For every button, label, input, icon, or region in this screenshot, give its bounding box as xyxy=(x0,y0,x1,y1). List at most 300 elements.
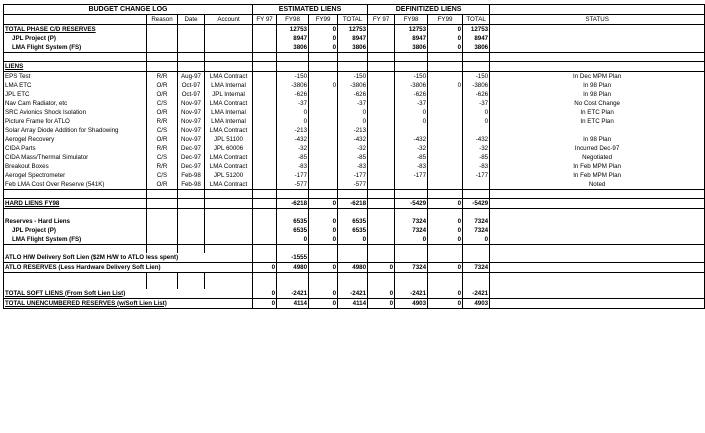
empty-cell xyxy=(205,209,253,218)
def-fy99-cell: 0 xyxy=(428,226,463,235)
col-header-def-fy98: FY98 xyxy=(395,15,428,25)
empty-cell xyxy=(395,190,428,199)
def-fy99-cell xyxy=(428,153,463,162)
reason-cell: C/S xyxy=(147,171,178,180)
def-total-cell: -85 xyxy=(463,153,490,162)
reason-cell: O/R xyxy=(147,108,178,117)
empty-cell xyxy=(463,190,490,199)
empty-cell xyxy=(178,273,205,282)
empty-cell xyxy=(338,190,368,199)
empty-cell xyxy=(4,245,147,254)
definitized-liens-header: DEFINITIZED LIENS xyxy=(368,5,490,15)
empty-cell xyxy=(147,273,178,282)
est-fy97-cell xyxy=(253,72,277,82)
status-cell: No Cost Change xyxy=(490,99,705,108)
empty-cell xyxy=(428,245,463,254)
account-cell xyxy=(205,226,253,235)
est-fy99-cell: 0 xyxy=(309,299,338,309)
row-label: CIDA Mass/Thermal Simulator xyxy=(4,153,147,162)
def-fy97-cell xyxy=(368,108,395,117)
def-fy98-cell: -32 xyxy=(395,144,428,153)
est-total-cell: -37 xyxy=(338,99,368,108)
reason-cell xyxy=(147,235,178,245)
empty-cell xyxy=(4,209,147,218)
lien-row xyxy=(4,117,705,126)
est-fy98-cell: 0 xyxy=(277,235,309,245)
empty-cell xyxy=(253,190,277,199)
spacer-row xyxy=(4,245,705,254)
def-fy98-cell xyxy=(395,126,428,135)
def-total-cell: 7324 xyxy=(463,263,490,273)
status-cell xyxy=(490,217,705,226)
reason-cell: C/S xyxy=(147,153,178,162)
def-total-cell: 8947 xyxy=(463,34,490,43)
status-cell xyxy=(490,299,705,309)
row-label: TOTAL PHASE C/D RESERVES xyxy=(4,25,147,35)
account-cell: JPL 51200 xyxy=(205,171,253,180)
empty-cell xyxy=(428,190,463,199)
def-fy98-cell: -177 xyxy=(395,171,428,180)
date-cell: Feb-98 xyxy=(178,171,205,180)
budget-change-log-sheet xyxy=(3,4,622,430)
row-label: LMA Flight System (FS) xyxy=(4,235,147,245)
def-fy97-cell: 0 xyxy=(368,263,395,273)
def-fy99-cell: 0 xyxy=(428,289,463,299)
empty-cell xyxy=(205,281,253,289)
est-fy99-cell: 0 xyxy=(309,235,338,245)
def-fy98-cell: -3806 xyxy=(395,81,428,90)
def-total-cell xyxy=(463,126,490,135)
est-fy99-cell: 0 xyxy=(309,25,338,35)
est-fy97-cell xyxy=(253,144,277,153)
empty-cell xyxy=(253,281,277,289)
empty-cell xyxy=(309,190,338,199)
col-header-def-fy99: FY99 xyxy=(428,15,463,25)
empty-cell xyxy=(309,62,338,72)
def-fy97-cell xyxy=(368,153,395,162)
date-cell: Dec-97 xyxy=(178,144,205,153)
empty-cell xyxy=(490,245,705,254)
empty-cell xyxy=(428,209,463,218)
col-header-est-fy97: FY 97 xyxy=(253,15,277,25)
empty-cell xyxy=(309,209,338,218)
date-cell: Nov-97 xyxy=(178,135,205,144)
reason-cell: R/R xyxy=(147,162,178,171)
def-fy98-cell: 0 xyxy=(395,108,428,117)
est-fy99-cell: 0 xyxy=(309,226,338,235)
def-fy98-cell: 12753 xyxy=(395,25,428,35)
date-cell: Nov-97 xyxy=(178,117,205,126)
account-cell xyxy=(205,217,253,226)
est-fy98-cell: -213 xyxy=(277,126,309,135)
empty-cell xyxy=(490,53,705,62)
def-fy99-cell: 0 xyxy=(428,43,463,53)
atlo-reserves-row xyxy=(4,263,705,273)
status-cell xyxy=(490,199,705,209)
empty-cell xyxy=(368,209,395,218)
date-cell xyxy=(178,199,205,209)
def-fy99-cell: 0 xyxy=(428,25,463,35)
section-title-row xyxy=(4,62,705,72)
row-label: Nav Cam Radiator, etc xyxy=(4,99,147,108)
date-cell: Dec-97 xyxy=(178,153,205,162)
status-cell: In Feb MPM Plan xyxy=(490,162,705,171)
est-fy97-cell: 0 xyxy=(253,263,277,273)
est-total-cell: -83 xyxy=(338,162,368,171)
est-total-cell: 6535 xyxy=(338,217,368,226)
empty-cell xyxy=(395,273,428,282)
row-label: Feb LMA Cost Over Reserve (541K) xyxy=(4,180,147,190)
row-label: LMA Flight System (FS) xyxy=(4,43,147,53)
def-fy99-cell xyxy=(428,162,463,171)
empty-cell xyxy=(395,209,428,218)
lien-row xyxy=(4,99,705,108)
row-label: ATLO RESERVES (Less Hardware Delivery Soft Lien) xyxy=(4,263,253,273)
est-fy97-cell xyxy=(253,117,277,126)
def-total-cell: 7324 xyxy=(463,226,490,235)
empty-cell xyxy=(463,273,490,282)
empty-cell xyxy=(205,245,253,254)
est-fy98-cell: -577 xyxy=(277,180,309,190)
est-total-cell: 0 xyxy=(338,235,368,245)
est-fy99-cell xyxy=(309,126,338,135)
empty-cell xyxy=(253,53,277,62)
account-cell: JPL Internal xyxy=(205,90,253,99)
est-fy98-cell: -85 xyxy=(277,153,309,162)
est-fy97-cell xyxy=(253,235,277,245)
def-fy98-cell: 3806 xyxy=(395,43,428,53)
status-cell xyxy=(490,263,705,273)
lien-row xyxy=(4,171,705,180)
reason-cell xyxy=(147,34,178,43)
est-fy99-cell xyxy=(309,162,338,171)
date-cell xyxy=(178,25,205,35)
def-fy98-cell: -150 xyxy=(395,72,428,82)
empty-cell xyxy=(338,245,368,254)
empty-cell xyxy=(428,62,463,72)
empty-cell xyxy=(277,53,309,62)
def-fy97-cell xyxy=(368,217,395,226)
spacer-row xyxy=(4,190,705,199)
status-cell: In Feb MPM Plan xyxy=(490,171,705,180)
empty-cell xyxy=(147,53,178,62)
reason-cell: O/R xyxy=(147,81,178,90)
date-cell xyxy=(178,226,205,235)
est-fy97-cell xyxy=(253,253,277,263)
def-total-cell: 0 xyxy=(463,117,490,126)
est-fy98-cell: -2421 xyxy=(277,289,309,299)
account-cell: LMA Contract xyxy=(205,153,253,162)
reason-cell xyxy=(147,226,178,235)
def-fy98-cell: 0 xyxy=(395,117,428,126)
est-fy99-cell xyxy=(309,253,338,263)
empty-cell xyxy=(4,281,147,289)
est-fy98-cell: -37 xyxy=(277,99,309,108)
row-label: Aerogel Spectrometer xyxy=(4,171,147,180)
est-fy99-cell xyxy=(309,108,338,117)
def-total-cell: -150 xyxy=(463,72,490,82)
row-label: JPL Project (P) xyxy=(4,226,147,235)
est-fy98-cell: -3806 xyxy=(277,81,309,90)
empty-cell xyxy=(178,245,205,254)
est-fy97-cell: 0 xyxy=(253,289,277,299)
def-fy97-cell xyxy=(368,226,395,235)
date-cell: Dec-97 xyxy=(178,162,205,171)
empty-cell xyxy=(4,273,147,282)
budget-table xyxy=(3,4,705,309)
estimated-liens-header: ESTIMATED LIENS xyxy=(253,5,368,15)
est-fy98-cell: 0 xyxy=(277,108,309,117)
est-fy98-cell: 4114 xyxy=(277,299,309,309)
est-fy97-cell xyxy=(253,81,277,90)
def-fy99-cell xyxy=(428,117,463,126)
date-cell xyxy=(178,235,205,245)
reason-cell: R/R xyxy=(147,144,178,153)
date-cell: Nov-97 xyxy=(178,126,205,135)
date-cell xyxy=(178,217,205,226)
def-total-cell: -432 xyxy=(463,135,490,144)
header-row-1 xyxy=(4,5,705,15)
empty-cell xyxy=(205,273,253,282)
col-header-est-total: TOTAL xyxy=(338,15,368,25)
def-fy97-cell: 0 xyxy=(368,289,395,299)
est-fy97-cell xyxy=(253,126,277,135)
row-label: Breakout Boxes xyxy=(4,162,147,171)
empty-cell xyxy=(277,62,309,72)
empty-cell xyxy=(368,273,395,282)
def-fy98-cell xyxy=(395,253,428,263)
est-total-cell: -2421 xyxy=(338,289,368,299)
col-header-def-total: TOTAL xyxy=(463,15,490,25)
est-fy98-cell: 8947 xyxy=(277,34,309,43)
def-fy98-cell: 8947 xyxy=(395,34,428,43)
empty-cell xyxy=(463,62,490,72)
account-cell: LMA Contract xyxy=(205,99,253,108)
est-fy98-cell: 4980 xyxy=(277,263,309,273)
empty-cell xyxy=(309,53,338,62)
lien-row xyxy=(4,72,705,82)
reason-cell: O/R xyxy=(147,135,178,144)
reserves-hard-row xyxy=(4,217,705,226)
est-fy98-cell: 12753 xyxy=(277,25,309,35)
reason-cell: C/S xyxy=(147,99,178,108)
est-fy97-cell xyxy=(253,217,277,226)
account-cell: JPL 60006 xyxy=(205,144,253,153)
status-cell xyxy=(490,226,705,235)
def-fy97-cell xyxy=(368,25,395,35)
est-fy97-cell xyxy=(253,153,277,162)
status-cell xyxy=(490,43,705,53)
date-cell: Nov-97 xyxy=(178,108,205,117)
def-fy98-cell: -626 xyxy=(395,90,428,99)
est-fy99-cell xyxy=(309,144,338,153)
empty-cell xyxy=(428,273,463,282)
def-fy99-cell xyxy=(428,99,463,108)
est-fy97-cell: 0 xyxy=(253,299,277,309)
def-fy98-cell: 7324 xyxy=(395,226,428,235)
est-total-cell: -3806 xyxy=(338,81,368,90)
empty-cell xyxy=(309,273,338,282)
empty-cell xyxy=(428,281,463,289)
def-fy99-cell: 0 xyxy=(428,299,463,309)
row-label: Solar Array Diode Addition for Shadowing xyxy=(4,126,147,135)
row-label: Reserves - Hard Liens xyxy=(4,217,147,226)
hard-liens-row xyxy=(4,199,705,209)
est-fy97-cell xyxy=(253,226,277,235)
total-reserves-row xyxy=(4,25,705,35)
reason-cell xyxy=(147,199,178,209)
reason-cell: O/R xyxy=(147,180,178,190)
lien-row xyxy=(4,162,705,171)
account-cell: LMA Internal xyxy=(205,81,253,90)
est-fy99-cell xyxy=(309,153,338,162)
def-fy99-cell xyxy=(428,135,463,144)
log-title: BUDGET CHANGE LOG xyxy=(4,5,253,15)
est-fy98-cell: 6535 xyxy=(277,226,309,235)
reserves-hard-jpl-row xyxy=(4,226,705,235)
empty-cell xyxy=(338,281,368,289)
account-cell xyxy=(205,25,253,35)
def-fy97-cell xyxy=(368,253,395,263)
account-cell xyxy=(205,34,253,43)
col-header-def-fy97: FY 97 xyxy=(368,15,395,25)
est-fy99-cell xyxy=(309,180,338,190)
est-fy98-cell: -432 xyxy=(277,135,309,144)
date-cell: Oct-97 xyxy=(178,90,205,99)
row-label: CIDA Parts xyxy=(4,144,147,153)
est-fy97-cell xyxy=(253,43,277,53)
empty-cell xyxy=(277,209,309,218)
est-total-cell: -32 xyxy=(338,144,368,153)
row-label: LMA ETC xyxy=(4,81,147,90)
def-fy98-cell: -83 xyxy=(395,162,428,171)
empty-cell xyxy=(463,209,490,218)
empty-cell xyxy=(178,190,205,199)
row-label: EPS Test xyxy=(4,72,147,82)
row-label: JPL Project (P) xyxy=(4,34,147,43)
def-fy97-cell xyxy=(368,162,395,171)
empty-cell xyxy=(147,62,178,72)
est-fy99-cell: 0 xyxy=(309,217,338,226)
def-total-cell: 3806 xyxy=(463,43,490,53)
def-fy98-cell xyxy=(395,180,428,190)
def-total-cell: -177 xyxy=(463,171,490,180)
est-total-cell: -177 xyxy=(338,171,368,180)
col-header-est-fy98: FY98 xyxy=(277,15,309,25)
est-fy97-cell xyxy=(253,90,277,99)
empty-cell xyxy=(490,190,705,199)
total-soft-liens-row xyxy=(4,289,705,299)
empty-cell xyxy=(4,190,147,199)
date-cell: Nov-97 xyxy=(178,99,205,108)
lien-row xyxy=(4,108,705,117)
est-fy97-cell xyxy=(253,99,277,108)
def-fy98-cell: 0 xyxy=(395,235,428,245)
empty-cell xyxy=(147,245,178,254)
def-fy99-cell xyxy=(428,144,463,153)
def-fy97-cell xyxy=(368,43,395,53)
def-fy98-cell: -2421 xyxy=(395,289,428,299)
col-header-reason: Reason xyxy=(147,15,178,25)
est-fy98-cell: -6218 xyxy=(277,199,309,209)
empty-cell xyxy=(253,245,277,254)
est-fy97-cell xyxy=(253,199,277,209)
empty-cell xyxy=(395,281,428,289)
empty-cell xyxy=(368,190,395,199)
def-fy98-cell: 4903 xyxy=(395,299,428,309)
row-label: Picture Frame for ATLO xyxy=(4,117,147,126)
empty-cell xyxy=(178,281,205,289)
reserves-hard-lma-row xyxy=(4,235,705,245)
est-total-cell: -213 xyxy=(338,126,368,135)
account-cell: LMA Contract xyxy=(205,72,253,82)
col-header-status: STATUS xyxy=(490,15,705,25)
est-fy97-cell xyxy=(253,34,277,43)
lien-row xyxy=(4,180,705,190)
def-fy97-cell xyxy=(368,144,395,153)
reason-cell xyxy=(147,43,178,53)
reason-cell: R/R xyxy=(147,117,178,126)
est-fy99-cell xyxy=(309,99,338,108)
status-cell xyxy=(490,235,705,245)
est-total-cell: 6535 xyxy=(338,226,368,235)
empty-cell xyxy=(428,53,463,62)
date-cell xyxy=(178,43,205,53)
row-label: TOTAL UNENCUMBERED RESERVES (w/Soft Lien List) xyxy=(4,299,253,309)
est-fy97-cell xyxy=(253,162,277,171)
empty-cell xyxy=(277,190,309,199)
empty-cell xyxy=(147,209,178,218)
empty-cell xyxy=(277,281,309,289)
status-cell xyxy=(490,25,705,35)
status-cell xyxy=(490,253,705,263)
lien-row xyxy=(4,126,705,135)
est-total-cell: -432 xyxy=(338,135,368,144)
empty-cell xyxy=(338,273,368,282)
status-cell: In ETC Plan xyxy=(490,117,705,126)
lien-row xyxy=(4,153,705,162)
def-fy98-cell: -432 xyxy=(395,135,428,144)
est-fy98-cell: -83 xyxy=(277,162,309,171)
account-cell: LMA Internal xyxy=(205,117,253,126)
est-fy98-cell: -177 xyxy=(277,171,309,180)
def-total-cell: 0 xyxy=(463,108,490,117)
def-fy99-cell: 0 xyxy=(428,81,463,90)
empty-cell xyxy=(338,53,368,62)
status-cell: In ETC Plan xyxy=(490,108,705,117)
empty-cell xyxy=(338,62,368,72)
def-fy99-cell: 0 xyxy=(428,199,463,209)
reason-cell: C/S xyxy=(147,126,178,135)
row-label: Aerogel Recovery xyxy=(4,135,147,144)
col-header-est-fy99: FY99 xyxy=(309,15,338,25)
status-cell xyxy=(490,34,705,43)
reason-cell: R/R xyxy=(147,72,178,82)
status-cell: In Dec MPM Plan xyxy=(490,72,705,82)
def-total-cell: -2421 xyxy=(463,289,490,299)
row-label: SRC Avionics Shock Isolation xyxy=(4,108,147,117)
def-fy99-cell xyxy=(428,253,463,263)
est-fy97-cell xyxy=(253,135,277,144)
empty-cell xyxy=(395,245,428,254)
def-fy97-cell xyxy=(368,126,395,135)
empty-cell xyxy=(490,273,705,282)
est-fy99-cell: 0 xyxy=(309,199,338,209)
est-total-cell: -85 xyxy=(338,153,368,162)
est-fy98-cell: -150 xyxy=(277,72,309,82)
lma-flight-row xyxy=(4,43,705,53)
est-fy99-cell xyxy=(309,117,338,126)
